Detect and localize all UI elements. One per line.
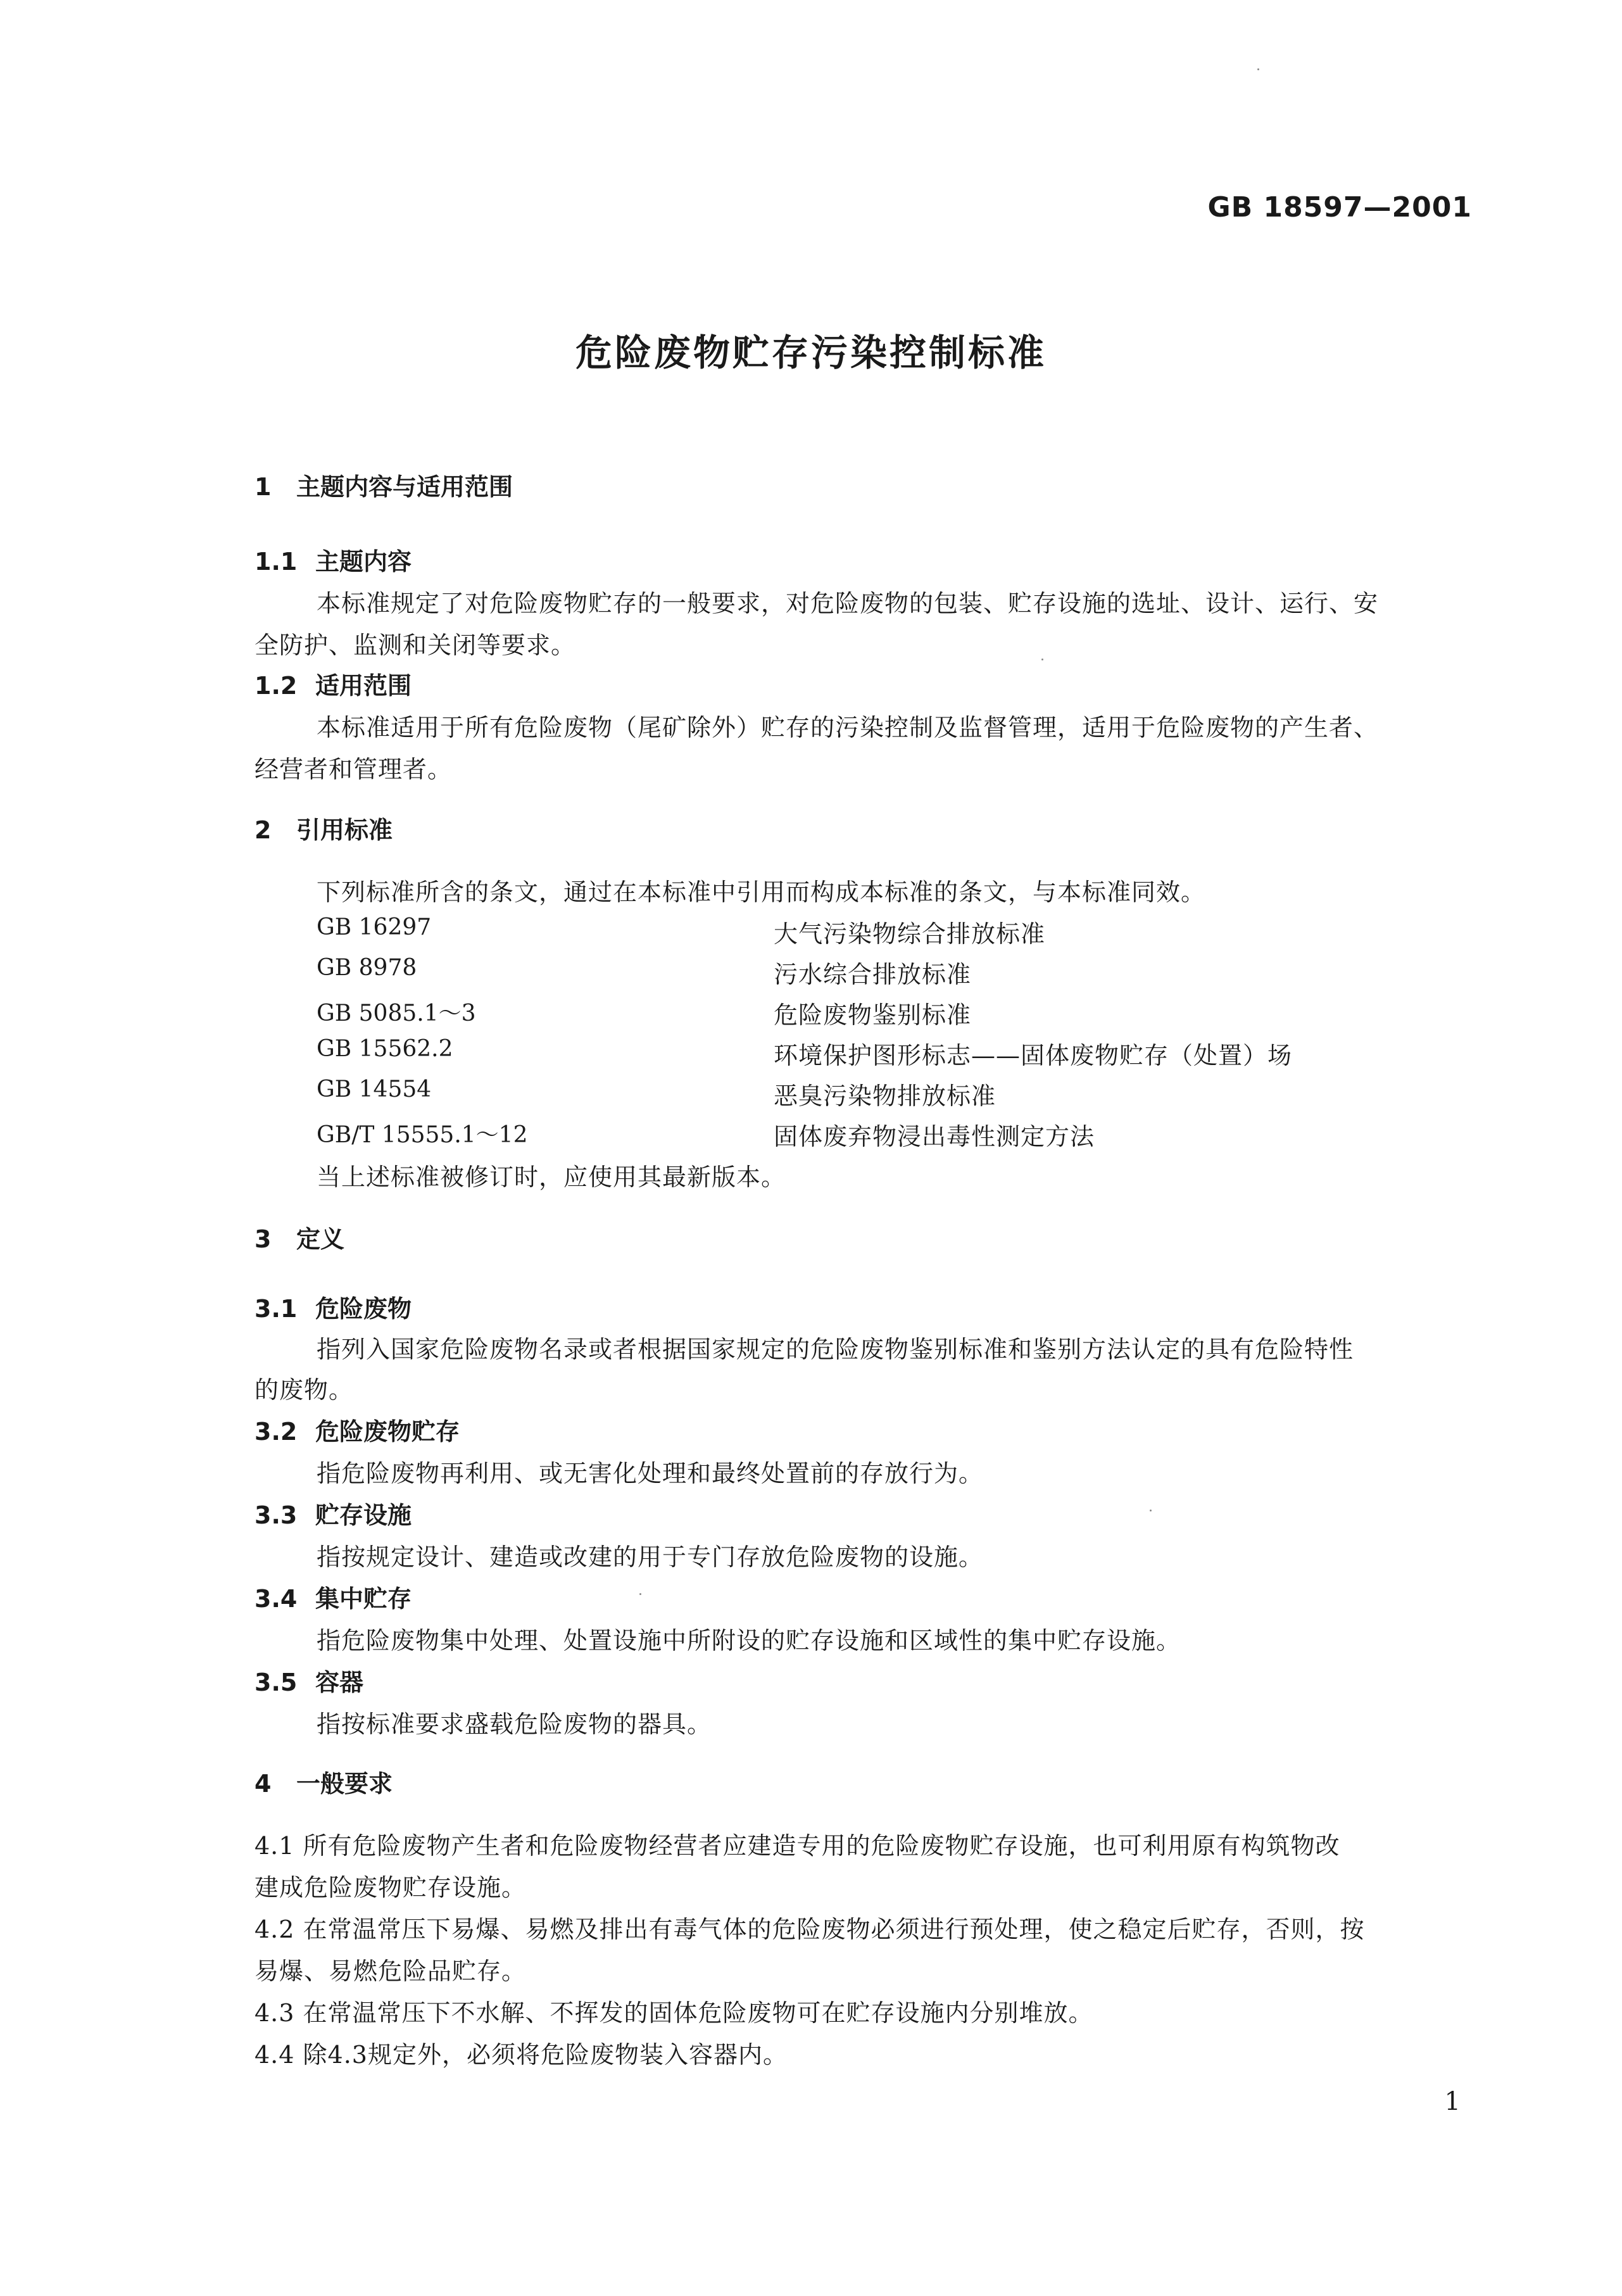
paragraph-line: 指列入国家危险废物名录或者根据国家规定的危险废物鉴别标准和鉴别方法认定的具有危险特性 (317, 1335, 1354, 1363)
section-number: 3.5 (255, 1668, 298, 1696)
paragraph-line: 4.1 所有危险废物产生者和危险废物经营者应建造专用的危险废物贮存设施，也可利用原有构筑物改 (255, 1832, 1340, 1860)
section-4-heading (255, 1764, 393, 1799)
reference-code: GB 5085.1～3 (317, 1000, 476, 1026)
paragraph-line: 易爆、易燃危险品贮存。 (255, 1957, 527, 1985)
paragraph-line: 指按规定设计、建造或改建的用于专门存放危险废物的设施。 (317, 1543, 984, 1571)
section-number: 3.1 (255, 1295, 298, 1323)
section-title: 容器 (315, 1668, 364, 1696)
section-number: 3.2 (255, 1418, 298, 1446)
scan-speck (1150, 1510, 1152, 1511)
section-number: 3.4 (255, 1585, 298, 1613)
section-1-heading (255, 467, 513, 502)
section-title: 适用范围 (315, 672, 412, 700)
section-1-2-heading (255, 666, 412, 701)
document-title: 危险废物贮存污染控制标准 (575, 331, 1047, 374)
reference-name: 污水综合排放标准 (774, 961, 972, 988)
section-3-heading (255, 1220, 344, 1254)
section-title: 一般要求 (296, 1770, 393, 1798)
section-title: 定义 (296, 1225, 345, 1253)
section-3-1-heading (255, 1289, 412, 1324)
paragraph-line: 指按标准要求盛载危险废物的器具。 (317, 1710, 712, 1738)
reference-name: 环境保护图形标志——固体废物贮存（处置）场 (774, 1042, 1293, 1069)
section-3-5-heading (255, 1663, 363, 1698)
section-title: 主题内容 (315, 548, 412, 576)
section-1-1-heading (255, 542, 412, 577)
section-2-heading (255, 811, 393, 845)
paragraph-line: 本标准适用于所有危险废物（尾矿除外）贮存的污染控制及监督管理，适用于危险废物的产生者、 (317, 714, 1379, 741)
section-title: 贮存设施 (315, 1501, 412, 1529)
paragraph-line: 本标准规定了对危险废物贮存的一般要求，对危险废物的包装、贮存设施的选址、设计、运行、安 (317, 590, 1379, 617)
reference-name: 恶臭污染物排放标准 (774, 1082, 996, 1110)
section-number: 1 (255, 473, 272, 501)
scan-speck (1257, 68, 1259, 70)
section-title: 集中贮存 (315, 1585, 412, 1613)
section-title: 危险废物贮存 (315, 1418, 460, 1446)
paragraph-line: 当上述标准被修订时，应使用其最新版本。 (317, 1163, 786, 1191)
paragraph-line: 指危险废物再利用、或无害化处理和最终处置前的存放行为。 (317, 1460, 984, 1487)
reference-name: 危险废物鉴别标准 (774, 1001, 972, 1029)
reference-code: GB 15562.2 (317, 1036, 453, 1062)
reference-code: GB 14554 (317, 1076, 432, 1102)
section-3-4-heading (255, 1579, 412, 1614)
reference-code: GB 16297 (317, 914, 432, 940)
reference-name: 固体废弃物浸出毒性测定方法 (774, 1123, 1095, 1151)
section-title: 危险废物 (315, 1295, 412, 1323)
paragraph-line: 全防护、监测和关闭等要求。 (255, 631, 576, 659)
reference-code: GB 8978 (317, 955, 417, 981)
reference-name: 大气污染物综合排放标准 (774, 920, 1046, 948)
section-number: 3 (255, 1225, 272, 1253)
section-number: 1.2 (255, 672, 298, 700)
scan-speck (1041, 659, 1043, 660)
section-number: 4 (255, 1770, 272, 1798)
section-3-2-heading (255, 1412, 460, 1447)
paragraph-line: 4.4 除4.3规定外，必须将危险废物装入容器内。 (255, 2041, 788, 2069)
standard-code: GB 18597—2001 (1207, 191, 1472, 224)
section-number: 1.1 (255, 548, 298, 576)
paragraph-line: 4.2 在常温常压下易爆、易燃及排出有毒气体的危险废物必须进行预处理，使之稳定后贮存，否则，按 (255, 1915, 1365, 1943)
section-title: 引用标准 (296, 816, 393, 844)
paragraph-line: 建成危险废物贮存设施。 (255, 1874, 527, 1902)
paragraph-line: 经营者和管理者。 (255, 755, 453, 783)
reference-code: GB/T 15555.1～12 (317, 1122, 528, 1148)
page-number: 1 (1444, 2087, 1461, 2116)
paragraph-line: 下列标准所含的条文，通过在本标准中引用而构成本标准的条文，与本标准同效。 (317, 878, 1206, 906)
paragraph-line: 的废物。 (255, 1376, 354, 1404)
paragraph-line: 4.3 在常温常压下不水解、不挥发的固体危险废物可在贮存设施内分别堆放。 (255, 1999, 1093, 2027)
paragraph-line: 指危险废物集中处理、处置设施中所附设的贮存设施和区域性的集中贮存设施。 (317, 1627, 1181, 1655)
section-3-3-heading (255, 1496, 412, 1530)
section-title: 主题内容与适用范围 (296, 473, 513, 501)
section-number: 2 (255, 816, 272, 844)
scan-speck (639, 1593, 641, 1595)
section-number: 3.3 (255, 1501, 298, 1529)
